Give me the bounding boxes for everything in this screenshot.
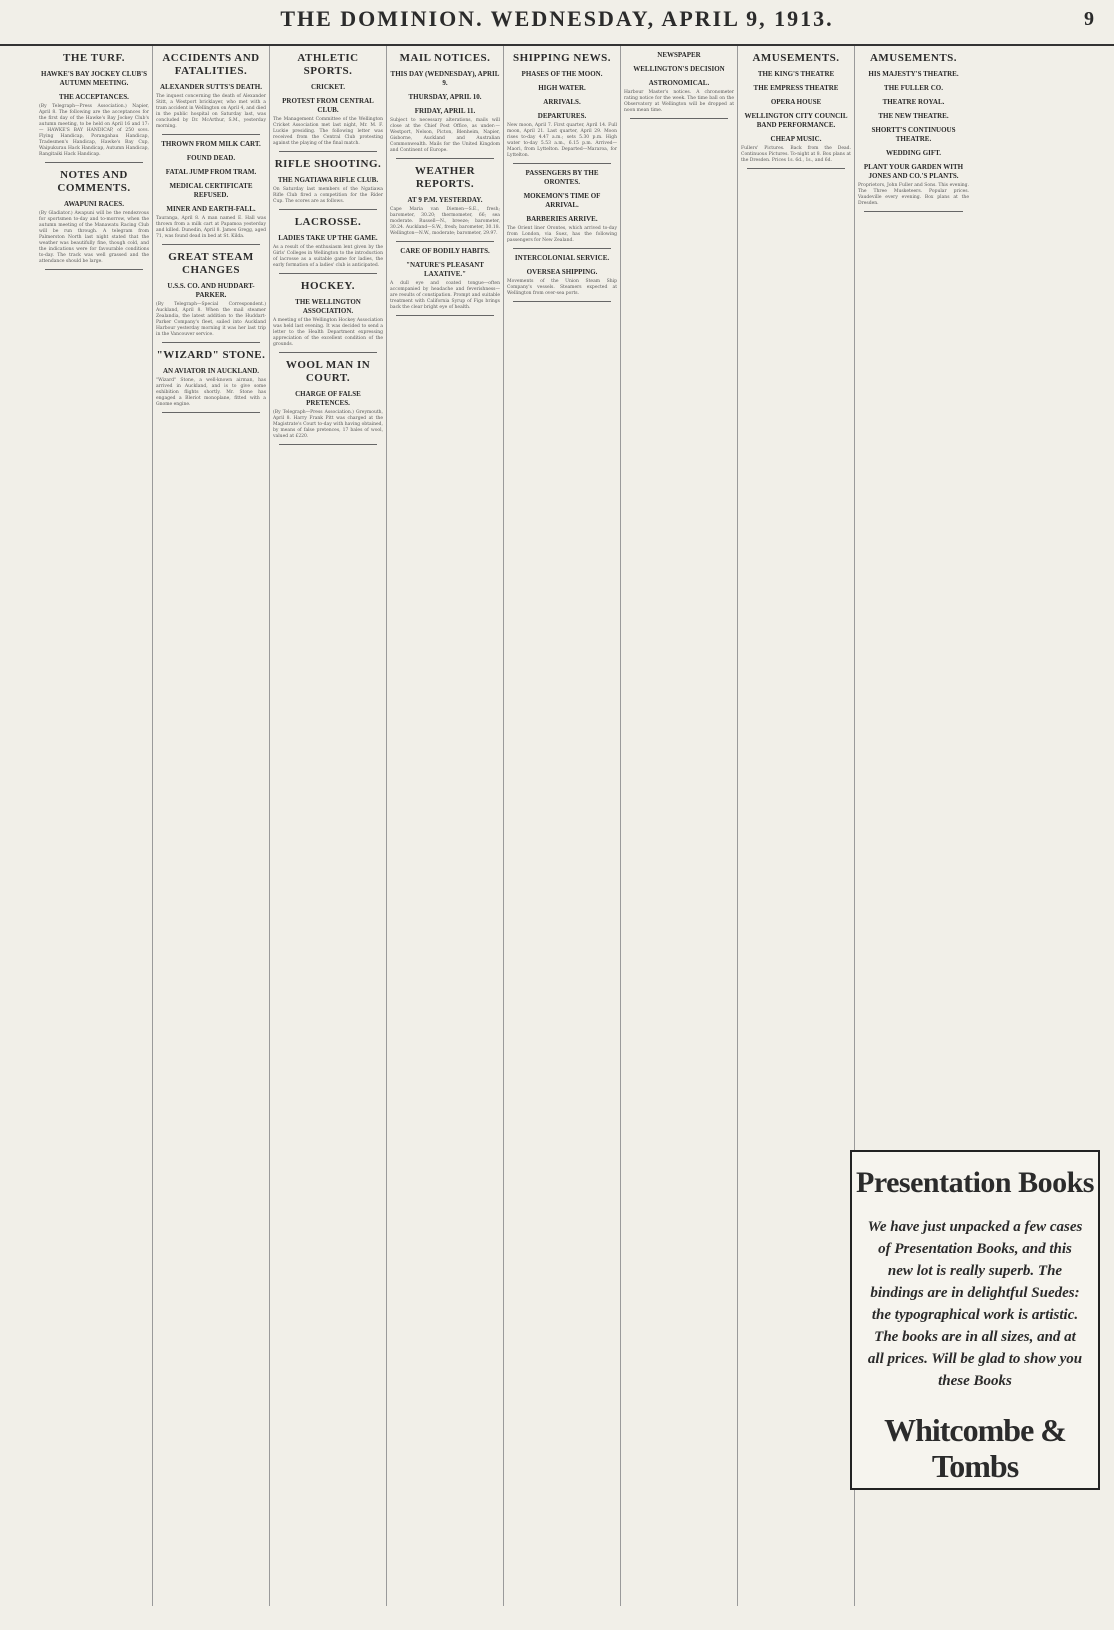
subheading: CARE OF BODILY HABITS. bbox=[400, 247, 490, 255]
section-heading: LACROSSE. bbox=[294, 216, 362, 228]
article-text: Fullers' Pictures. Back from the Dead. Continuous Pictures. To-night at 8. Box plans at the Dresden. Prices 1s. 6d., 1s., and 6d. bbox=[741, 146, 851, 163]
section-heading: WOOL MAN IN COURT. bbox=[285, 359, 371, 384]
divider bbox=[279, 273, 377, 274]
subheading: ALEXANDER SUTTS'S DEATH. bbox=[160, 83, 262, 91]
subheading: HIS MAJESTY'S THEATRE. bbox=[868, 70, 959, 78]
subheading: BARBERIES ARRIVE. bbox=[526, 215, 598, 223]
subheading: THE KING'S THEATRE bbox=[757, 70, 835, 78]
subheading: THURSDAY, APRIL 10. bbox=[408, 93, 482, 101]
divider bbox=[45, 162, 143, 163]
subheading: ARRIVALS. bbox=[543, 98, 581, 106]
subheading: NEWSPAPER bbox=[657, 51, 701, 59]
subheading: OVERSEA SHIPPING. bbox=[526, 268, 598, 276]
subheading: MEDICAL CERTIFICATE REFUSED. bbox=[169, 182, 253, 199]
article-text: A dull eye and coated tongue—often accompanied by headache and feverishness—are results of constipation. Prompt and suitable treatment with California Syrup of Figs brings back the clear bright eye of health. bbox=[390, 281, 500, 310]
subheading: DEPARTURES. bbox=[537, 112, 587, 120]
column-2 bbox=[153, 46, 270, 1606]
article-text: (By Telegraph—Special Correspondent.) Auckland, April 8. When the mail steamer Zealandia, the latest addition to the Huddart-Parker Company's fleet, sailed into Auckland Harbour yesterday morning it was her last trip in the Vancouver service. bbox=[156, 302, 266, 337]
article-text: Movements of the Union Steam Ship Company's vessels. Steamers expected at Wellington from over-sea ports. bbox=[507, 279, 617, 296]
page-number: 9 bbox=[1084, 8, 1094, 30]
subheading: FATAL JUMP FROM TRAM. bbox=[165, 168, 257, 176]
section-heading: AMUSEMENTS. bbox=[752, 52, 840, 64]
section-heading: SHIPPING NEWS. bbox=[512, 52, 612, 64]
subheading: WELLINGTON CITY COUNCIL BAND PERFORMANCE. bbox=[744, 112, 848, 129]
subheading: THE ACCEPTANCES. bbox=[59, 93, 129, 101]
subheading: MOKEMON'S TIME OF ARRIVAL. bbox=[523, 192, 601, 209]
advert-title: Presentation Books bbox=[856, 1166, 1094, 1199]
column-1 bbox=[36, 46, 153, 1606]
subheading: THE NGATIAWA RIFLE CLUB. bbox=[277, 176, 379, 184]
section-heading: WEATHER REPORTS. bbox=[414, 165, 476, 190]
subheading: MINER AND EARTH-FALL. bbox=[166, 205, 256, 213]
divider bbox=[279, 352, 377, 353]
article-text: "Wizard" Stone, a well-known airman, has arrived in Auckland, and is to give some exhibition flights shortly. Mr. Stone has engaged a Bleriot monoplane, fitted with a Gnome engine. bbox=[156, 378, 266, 407]
subheading: "NATURE'S PLEASANT LAXATIVE." bbox=[406, 261, 484, 278]
subheading: OPERA HOUSE bbox=[770, 98, 822, 106]
article-text: (By Telegraph—Press Association.) Greymouth, April 8. Harry Frank Pitt was charged at the Magistrate's Court to-day with having obtained, by means of false pretences, 17 bales of wool, valued at £220. bbox=[273, 410, 383, 439]
section-heading: ATHLETIC SPORTS. bbox=[297, 52, 359, 77]
subheading: AT 9 P.M. YESTERDAY. bbox=[407, 196, 483, 204]
divider bbox=[396, 315, 494, 316]
subheading: HAWKE'S BAY JOCKEY CLUB'S AUTUMN MEETING. bbox=[41, 70, 147, 87]
subheading: INTERCOLONIAL SERVICE. bbox=[514, 254, 610, 262]
divider bbox=[162, 342, 260, 343]
subheading: SHORTT'S CONTINUOUS THEATRE. bbox=[871, 126, 956, 143]
subheading: CHEAP MUSIC. bbox=[770, 135, 822, 143]
subheading: WEDDING GIFT. bbox=[885, 149, 942, 157]
section-heading: HOCKEY. bbox=[300, 280, 356, 292]
subheading: ASTRONOMICAL. bbox=[648, 79, 710, 87]
advert-footer: Whitcombe & Tombs bbox=[884, 1412, 1066, 1484]
masthead bbox=[0, 0, 1114, 46]
divider bbox=[864, 211, 963, 212]
article-text: Proprietors, John Fuller and Sons. This evening. The Three Musketeers. Popular prices. Vaudeville every evening. Box plans at the Dresden. bbox=[858, 183, 969, 206]
section-heading: MAIL NOTICES. bbox=[399, 52, 491, 64]
article-text: The Management Committee of the Wellington Cricket Association met last night, Mr. M. F. Luckie presiding. The following letter was received from the Central Club protesting against the playing of the final match. bbox=[273, 117, 383, 146]
subheading: THEATRE ROYAL. bbox=[882, 98, 945, 106]
divider bbox=[396, 241, 494, 242]
article-text: On Saturday last members of the Ngatiawa Rifle Club fired a competition for the Rider Cup. The scores are as follows. bbox=[273, 187, 383, 204]
divider bbox=[396, 158, 494, 159]
subheading: PLANT YOUR GARDEN WITH JONES AND CO.'S PLANTS. bbox=[863, 163, 964, 180]
divider bbox=[45, 269, 143, 270]
article-text: (By Telegraph—Press Association.) Napier, April 8. The following are the acceptances for the first day of the Hawke's Bay Jockey Club's autumn meeting, to be held on April 16 and 17:— HAWKE'S BAY HANDICAP, of 250 sovs. Flying Handicap, Porangahau Handicap, Tradesmen's Handicap, Hawke's Bay Cup, Waipukurau Hack Handicap, Autumn Handicap, Rangitaiki Hack Handicap. bbox=[39, 104, 149, 157]
whitcombe-tombs-advert bbox=[850, 1150, 1100, 1490]
article-text: A meeting of the Wellington Hockey Association was held last evening. It was decided to send a letter to the Health Department expressing appreciation of the excellent condition of the grounds. bbox=[273, 318, 383, 347]
column-7 bbox=[738, 46, 855, 1606]
divider bbox=[279, 209, 377, 210]
subheading: THE WELLINGTON ASSOCIATION. bbox=[295, 298, 361, 315]
article-text: New moon, April 7. First quarter, April 14. Full moon, April 21. Last quarter, April 29. Moon rises to-day 4.47 a.m.; sets 5.30 p.m. High water to-day 5.53 a.m., 6.15 p.m. Arrived—Maori, from Lyttelton. Departed—Mararoa, for Lyttelton. bbox=[507, 123, 617, 158]
divider bbox=[513, 301, 611, 302]
divider bbox=[513, 163, 611, 164]
subheading: CHARGE OF FALSE PRETENCES. bbox=[295, 390, 361, 407]
subheading: PASSENGERS BY THE ORONTES. bbox=[525, 169, 599, 186]
subheading: FRIDAY, APRIL 11. bbox=[414, 107, 476, 115]
section-heading: NOTES AND COMMENTS. bbox=[57, 169, 131, 194]
section-heading: RIFLE SHOOTING. bbox=[274, 158, 382, 170]
subheading: THE NEW THEATRE. bbox=[878, 112, 949, 120]
subheading: THE FULLER CO. bbox=[884, 84, 943, 92]
subheading: LADIES TAKE UP THE GAME. bbox=[278, 234, 378, 242]
newspaper-title: THE DOMINION. WEDNESDAY, APRIL 9, 1913. bbox=[280, 6, 834, 31]
section-heading: AMUSEMENTS. bbox=[869, 52, 958, 64]
subheading: FOUND DEAD. bbox=[186, 154, 236, 162]
article-text: As a result of the enthusiasm lent given by the Girls' Colleges in Wellington to the introduction of lacrosse as a suitable game for ladies, the early formation of a ladies' club is anticipated. bbox=[273, 245, 383, 268]
subheading: CRICKET. bbox=[311, 83, 345, 91]
column-4 bbox=[387, 46, 504, 1606]
divider bbox=[747, 168, 845, 169]
subheading: PHASES OF THE MOON. bbox=[521, 70, 603, 78]
section-heading: THE TURF. bbox=[63, 52, 125, 64]
divider bbox=[279, 444, 377, 445]
subheading: AWAPUNI RACES. bbox=[64, 200, 124, 208]
article-text: The inquest concerning the death of Alexander Stitt, a Westport bricklayer, who met with a tram accident in Wellington on April 4, and died in the public hospital on Saturday last, was concluded by Dr. McArthur, S.M., yesterday morning. bbox=[156, 94, 266, 129]
article-text: The Orient liner Orontes, which arrived to-day from London, via Suez, has the following passengers for New Zealand. bbox=[507, 226, 617, 243]
column-5 bbox=[504, 46, 621, 1606]
divider bbox=[162, 412, 260, 413]
subheading: WELLINGTON'S DECISION bbox=[633, 65, 725, 73]
subheading: PROTEST FROM CENTRAL CLUB. bbox=[282, 97, 374, 114]
subheading: HIGH WATER. bbox=[538, 84, 586, 92]
subheading: U.S.S. CO. AND HUDDART-PARKER. bbox=[167, 282, 255, 299]
divider bbox=[513, 248, 611, 249]
advert-body: We have just unpacked a few cases of Presentation Books, and this new lot is really superb. The bindings are in delightful Suedes: the typographical work is artistic. The books are in all sizes, and at all prices. Will be glad to show you these Books bbox=[867, 1219, 1083, 1389]
column-3 bbox=[270, 46, 387, 1606]
subheading: THE EMPRESS THEATRE bbox=[753, 84, 839, 92]
section-heading: ACCIDENTS AND FATALITIES. bbox=[162, 52, 260, 77]
section-heading: GREAT STEAM CHANGES bbox=[168, 251, 254, 276]
column-6 bbox=[621, 46, 738, 1606]
divider bbox=[279, 151, 377, 152]
subheading: THIS DAY (WEDNESDAY), APRIL 9. bbox=[390, 70, 500, 87]
divider bbox=[630, 118, 728, 119]
subheading: AN AVIATOR IN AUCKLAND. bbox=[162, 367, 260, 375]
subheading: THROWN FROM MILK CART. bbox=[161, 140, 261, 148]
divider bbox=[162, 134, 260, 135]
article-text: Tauranga, April 8. A man named E. Hall was thrown from a milk cart at Papamoa yesterday and killed. Dunedin, April 8. James Gregg, aged 71, was found dead in bed at St. Kilda. bbox=[156, 216, 266, 239]
section-heading: "WIZARD" STONE. bbox=[156, 349, 266, 361]
article-text: Harbour Master's notices. A chronometer rating notice for the week. The time ball on the Observatory at Wellington will be dropped at noon mean time. bbox=[624, 90, 734, 113]
article-text: Subject to necessary alterations, mails will close at the Chief Post Office, as under:— Westport, Nelson, Picton, Blenheim, Napier, Gisborne, Auckland and Australian Commonwealth. Mails for the United Kingdom and Continent of Europe. bbox=[390, 118, 500, 153]
article-text: (By Gladiator.) Awapuni will be the rendezvous for sportsmen to-day and to-morrow, when the autumn meeting of the Manawatu Racing Club will be run through. A telegram from Palmerston North last night stated that the weather was beautifully fine, though cold, and the indications were for favourable conditions to-day. The track was well grassed and the attendance should be large. bbox=[39, 211, 149, 264]
divider bbox=[162, 244, 260, 245]
article-text: Cape Maria van Diemen—S.E., fresh; barometer, 30.20; thermometer, 66; sea moderate. Russell—N., breeze; barometer, 30.24. Auckland—S.W., fresh; barometer, 30.18. Wellington—N.W., moderate; barometer, 29.97. bbox=[390, 207, 500, 236]
